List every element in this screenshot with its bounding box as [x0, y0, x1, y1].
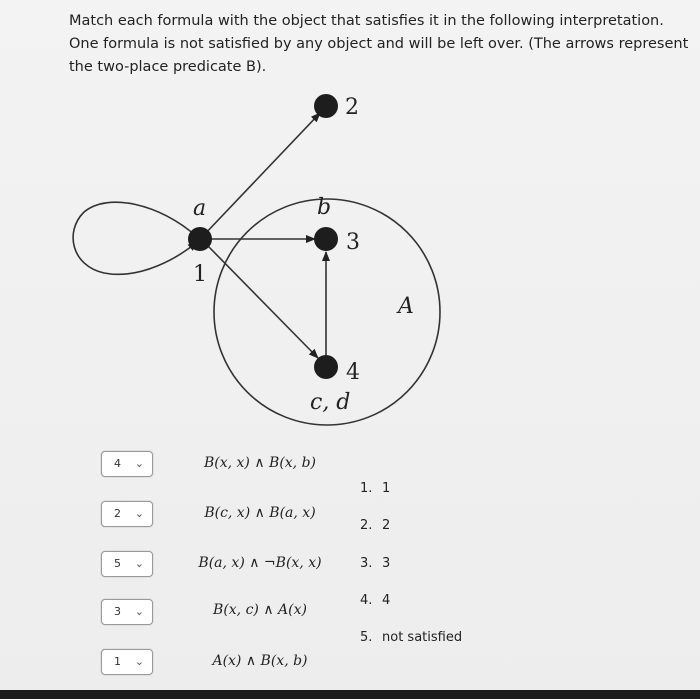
arrow-1-to-4 [208, 246, 318, 358]
chevron-down-icon: ⌄ [134, 655, 144, 668]
option-number: 5. [360, 630, 373, 645]
answer-option [360, 556, 390, 571]
option-number: 2. [360, 518, 373, 533]
option-label: 1 [382, 481, 391, 496]
set-label: A [398, 294, 414, 319]
chevron-down-icon: ⌄ [134, 605, 144, 618]
formula-text: B(a, x) ∧ ¬B(x, x) [198, 555, 322, 571]
option-number: 1. [360, 481, 373, 496]
object-node-3 [314, 227, 338, 251]
option-label: 4 [382, 593, 391, 608]
name-label: a [193, 196, 207, 221]
object-number-label: 3 [346, 230, 360, 255]
match-select-4[interactable] [101, 599, 153, 625]
object-number-label: 1 [193, 262, 207, 287]
answer-option [360, 518, 390, 533]
formula-text: A(x) ∧ B(x, b) [212, 653, 308, 669]
selected-value: 2 [114, 507, 121, 520]
chevron-down-icon: ⌄ [134, 557, 144, 570]
name-label: c, d [310, 390, 351, 415]
formula-text: B(x, x) ∧ B(x, b) [203, 455, 317, 471]
match-select-5[interactable] [101, 649, 153, 675]
prompt-line: the two-place predicate B). [69, 59, 267, 75]
arrow-1-to-2 [203, 113, 320, 236]
object-node-4 [314, 355, 338, 379]
match-select-3[interactable] [101, 551, 153, 577]
object-node-1 [188, 227, 212, 251]
match-select-1[interactable] [101, 451, 153, 477]
object-number-label: 2 [345, 95, 359, 120]
option-label: 3 [382, 556, 391, 571]
selected-value: 4 [114, 457, 121, 470]
name-label: b [317, 195, 332, 220]
window-bottom-edge [0, 690, 700, 699]
formula-text: B(x, c) ∧ A(x) [213, 602, 307, 618]
selected-value: 1 [114, 655, 121, 668]
chevron-down-icon: ⌄ [134, 507, 144, 520]
self-loop-arrow [73, 202, 197, 274]
chevron-down-icon: ⌄ [134, 457, 144, 470]
option-number: 4. [360, 593, 373, 608]
option-label: 2 [382, 518, 391, 533]
option-number: 3. [360, 556, 373, 571]
answer-option [360, 481, 390, 496]
prompt-line: One formula is not satisfied by any object and will be left over. (The arrows represent [69, 36, 689, 52]
formula-text: B(c, x) ∧ B(a, x) [204, 505, 316, 521]
selected-value: 5 [114, 557, 121, 570]
option-label: not satisfied [382, 630, 463, 645]
answer-option [360, 593, 390, 608]
selected-value: 3 [114, 605, 121, 618]
prompt-line: Match each formula with the object that satisfies it in the following interpretation. [69, 13, 664, 29]
match-select-2[interactable] [101, 501, 153, 527]
object-node-2 [314, 94, 338, 118]
answer-option [360, 630, 462, 645]
object-number-label: 4 [346, 360, 360, 385]
